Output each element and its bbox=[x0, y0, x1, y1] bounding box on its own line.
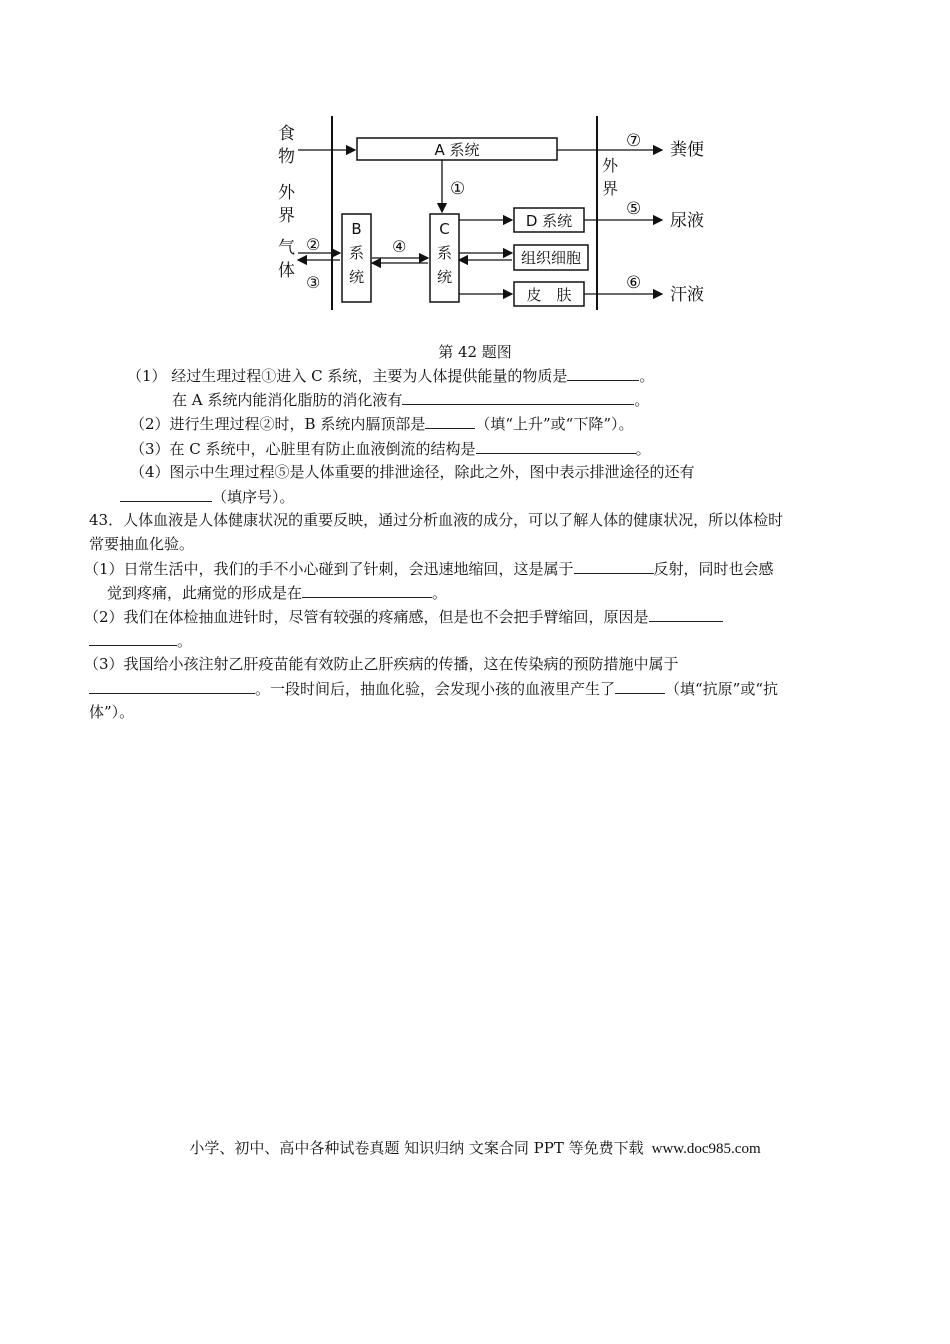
output-sweat: 汗液 bbox=[670, 285, 704, 305]
left-label-food-1: 食 bbox=[278, 124, 295, 144]
q43-part1-line1 bbox=[84, 558, 774, 579]
q43-part1-line2 bbox=[107, 582, 447, 603]
right-label-outside-1: 外 bbox=[602, 156, 619, 175]
q43-answer-blank-1[interactable] bbox=[574, 558, 654, 574]
q43-answer-blank-4[interactable] bbox=[89, 678, 255, 694]
footer-url[interactable]: www.doc985.com bbox=[651, 1141, 761, 1157]
system-b-label-3: 统 bbox=[348, 268, 365, 286]
left-label-outside-2: 界 bbox=[278, 206, 295, 226]
q42-answer-blank-5[interactable] bbox=[120, 486, 212, 502]
output-urine: 尿液 bbox=[670, 211, 704, 231]
q43-part3-hint: （填“抗原”或“抗 bbox=[665, 680, 779, 698]
q43-answer-blank-3b[interactable] bbox=[89, 630, 177, 646]
q42-part1b-text: 在 A 系统内能消化脂肪的消化液有 bbox=[172, 391, 403, 409]
system-d-label: D 系统 bbox=[525, 212, 573, 230]
q43-part1-text-b: 反射，同时也会感 bbox=[653, 560, 774, 578]
left-label-gas-2: 体 bbox=[278, 261, 295, 281]
system-b-label-1: B bbox=[351, 220, 362, 238]
q43-part3-line1 bbox=[84, 654, 679, 674]
q42-part2-line bbox=[130, 413, 634, 434]
q43-answer-blank-5[interactable] bbox=[615, 678, 665, 694]
q43-part3-text: （3）我国给小孩注射乙肝疫苗能有效防止乙肝疾病的传播，这在传染病的预防措施中属于 bbox=[84, 655, 679, 673]
left-label-outside-1: 外 bbox=[278, 183, 295, 203]
output-feces: 粪便 bbox=[670, 140, 704, 160]
q42-answer-blank-4[interactable] bbox=[476, 438, 636, 454]
figure-caption: 第 42 题图 bbox=[438, 343, 512, 361]
system-c-label-2: 系 bbox=[436, 244, 453, 262]
q43-part1-text: （1）日常生活中，我们的手不小心碰到了针刺，会迅速地缩回，这是属于 bbox=[84, 560, 574, 578]
marker-1: ① bbox=[450, 179, 466, 199]
system-c-label-3: 统 bbox=[436, 268, 453, 286]
q42-part2-hint: （填“上升”或“下降”）。 bbox=[475, 415, 634, 433]
q43-part2-line1 bbox=[84, 606, 723, 627]
marker-2: ② bbox=[306, 235, 321, 254]
q42-part4-line1 bbox=[130, 462, 695, 482]
q43-part2-end: 。 bbox=[177, 632, 193, 650]
q43-part1-text-c: 觉到疼痛，此痛觉的形成是在 bbox=[107, 584, 303, 602]
skin-label: 皮 肤 bbox=[526, 286, 572, 304]
left-label-gas-1: 气 bbox=[278, 238, 295, 258]
system-b-label-2: 系 bbox=[348, 244, 365, 262]
system-a-label: A 系统 bbox=[434, 141, 480, 159]
q43-part2-text: （2）我们在体检抽血进针时，尽管有较强的疼痛感，但是也不会把手臂缩回，原因是 bbox=[84, 608, 649, 626]
marker-6: ⑥ bbox=[626, 273, 642, 293]
q43-intro-line1: 43．人体血液是人体健康状况的重要反映，通过分析血液的成分，可以了解人体的健康状况，所以体检时 bbox=[89, 511, 784, 529]
q43-intro-line2: 常要抽血化验。 bbox=[89, 535, 195, 553]
q42-part3-text: （3）在 C 系统中，心脏里有防止血液倒流的结构是 bbox=[130, 440, 476, 458]
q43-answer-blank-3[interactable] bbox=[649, 606, 723, 622]
marker-4: ④ bbox=[392, 237, 407, 256]
system-c-label-1: C bbox=[439, 220, 450, 238]
human-body-systems-diagram bbox=[260, 110, 720, 316]
q42-answer-blank-1[interactable] bbox=[567, 365, 639, 381]
q43-part2-line2 bbox=[89, 630, 192, 651]
q43-part3-line3: 体”）。 bbox=[89, 703, 135, 721]
q42-part1-line2 bbox=[172, 389, 649, 410]
right-label-outside-2: 界 bbox=[602, 179, 619, 198]
footer-text: 小学、初中、高中各种试卷真题 知识归纳 文案合同 PPT 等免费下载 bbox=[189, 1139, 644, 1157]
tissue-cells-label: 组织细胞 bbox=[520, 249, 582, 267]
marker-3: ③ bbox=[306, 273, 321, 292]
marker-7: ⑦ bbox=[626, 131, 642, 151]
q42-part4-text: （4）图示中生理过程⑤是人体重要的排泄途径，除此之外，图中表示排泄途径的还有 bbox=[130, 463, 695, 481]
q42-answer-blank-3[interactable] bbox=[425, 413, 475, 429]
q42-part1-end: 。 bbox=[639, 367, 655, 385]
q43-part1-end: 。 bbox=[432, 584, 448, 602]
q42-part1-text: （1） 经过生理过程①进入 C 系统，主要为人体提供能量的物质是 bbox=[127, 367, 568, 385]
marker-5: ⑤ bbox=[626, 199, 642, 219]
q42-answer-blank-2[interactable] bbox=[402, 389, 634, 405]
q43-answer-blank-2[interactable] bbox=[302, 582, 432, 598]
q42-part1b-end: 。 bbox=[634, 391, 650, 409]
q42-part4-hint: （填序号）。 bbox=[212, 488, 295, 506]
q42-part4-line2 bbox=[120, 486, 295, 507]
q43-part3-text-b: 。一段时间后，抽血化验，会发现小孩的血液里产生了 bbox=[255, 680, 616, 698]
q43-part3-line2 bbox=[89, 678, 778, 699]
q42-part3-line bbox=[130, 438, 651, 459]
q42-part2-text: （2）进行生理过程②时，B 系统内膈顶部是 bbox=[130, 415, 426, 433]
q42-part1-line1 bbox=[127, 365, 654, 386]
q42-part3-end: 。 bbox=[635, 440, 651, 458]
left-label-food-2: 物 bbox=[278, 147, 295, 167]
page-footer bbox=[0, 1137, 950, 1158]
